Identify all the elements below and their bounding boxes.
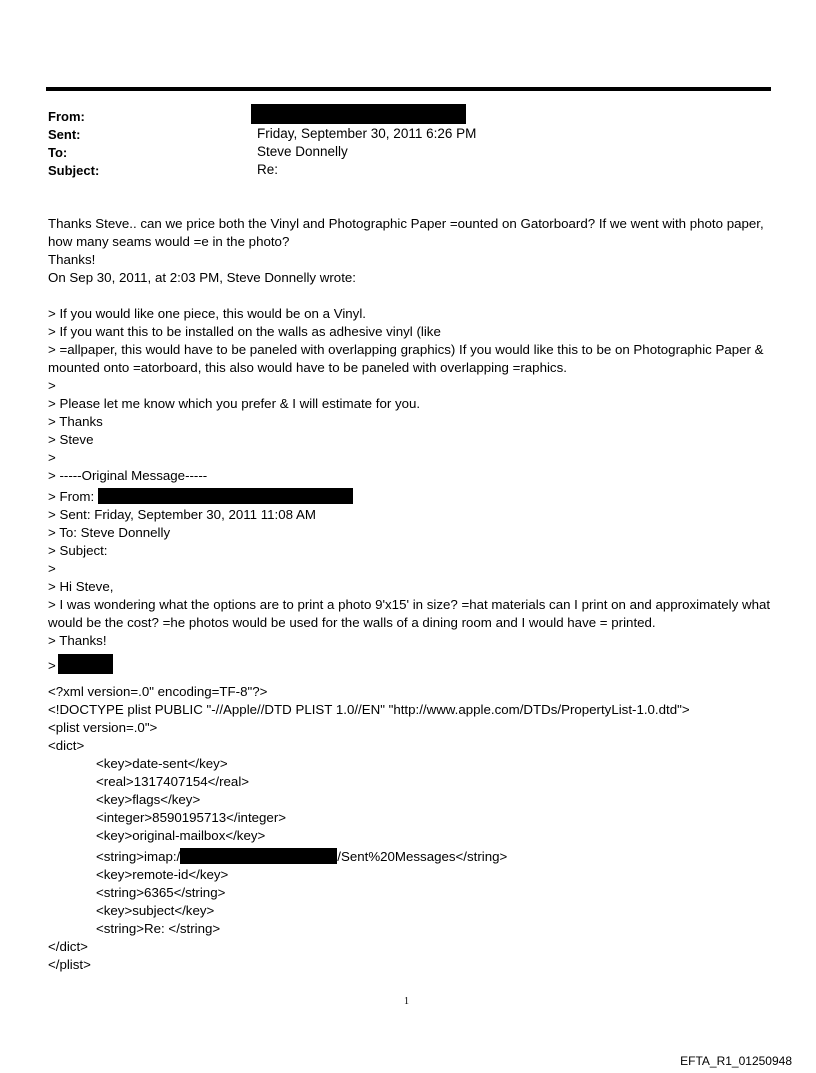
page-number: 1 bbox=[404, 996, 409, 1007]
plist-line: <!DOCTYPE plist PUBLIC "-//Apple//DTD PLIST 1.0//EN" "http://www.apple.com/DTDs/PropertyList-1.0.dtd"> bbox=[48, 702, 690, 717]
mailbox-suffix: /Sent%20Messages</string> bbox=[337, 849, 508, 864]
quoted-line: > -----Original Message----- bbox=[48, 468, 208, 483]
quoted-line: > Thanks bbox=[48, 414, 103, 429]
quoted-line: > Sent: Friday, September 30, 2011 11:08 AM bbox=[48, 507, 316, 522]
quoted-line: > =allpaper, this would have to be paneled with overlapping graphics) If you would like this to be on Photographic Paper & mounted onto =atorboard, this also would have to be paneled with overlapping =raphics. bbox=[48, 342, 768, 375]
plist-line: <key>flags</key> bbox=[96, 792, 201, 807]
quoted-line: > I was wondering what the options are to print a photo 9'x15' in size? =hat materials can I print on and approximately what would be the cost? =he photos would be used for the walls of a dining room and I would have = printed. bbox=[48, 597, 774, 630]
mailbox-prefix: <string>imap:/ bbox=[96, 849, 181, 864]
plist-line: <string>Re: </string> bbox=[96, 921, 221, 936]
quoted-line: > bbox=[48, 561, 56, 576]
quoted-from-line bbox=[48, 485, 776, 506]
document-id: EFTA_R1_01250948 bbox=[680, 1054, 792, 1068]
sent-label: Sent: bbox=[48, 127, 81, 142]
quoted-from-label: > From: bbox=[48, 489, 95, 504]
email-body bbox=[48, 215, 776, 675]
quoted-line: > If you would like one piece, this would be on a Vinyl. bbox=[48, 306, 366, 321]
quoted-marker: > bbox=[48, 658, 56, 673]
plist-line: <?xml version=.0" encoding=TF-8"?> bbox=[48, 684, 268, 699]
plist-line: <integer>8590195713</integer> bbox=[96, 810, 287, 825]
plist-line: <key>original-mailbox</key> bbox=[96, 828, 266, 843]
quoted-line: > Thanks! bbox=[48, 633, 107, 648]
plist-line: </dict> bbox=[48, 939, 88, 954]
to-label: To: bbox=[48, 145, 68, 160]
plist-metadata bbox=[48, 683, 690, 974]
plist-line: <real>1317407154</real> bbox=[96, 774, 250, 789]
quoted-line: > Steve bbox=[48, 432, 94, 447]
body-line: Thanks! bbox=[48, 252, 96, 267]
redaction-quoted-from bbox=[98, 488, 353, 504]
quoted-line: > If you want this to be installed on the walls as adhesive vinyl (like bbox=[48, 324, 441, 339]
from-label: From: bbox=[48, 109, 85, 124]
quoted-signature-line bbox=[48, 650, 776, 675]
header-rule bbox=[46, 87, 771, 91]
redaction-from bbox=[251, 104, 466, 124]
quoted-line: > bbox=[48, 378, 56, 393]
subject-value: Re: bbox=[257, 162, 279, 177]
plist-line: <key>remote-id</key> bbox=[96, 867, 229, 882]
plist-line: <plist version=.0"> bbox=[48, 720, 158, 735]
body-line: Thanks Steve.. can we price both the Vinyl and Photographic Paper =ounted on Gatorboard? If we went with photo paper, how many seams would =e in the photo? bbox=[48, 216, 768, 249]
plist-line: <key>date-sent</key> bbox=[96, 756, 228, 771]
plist-line: <dict> bbox=[48, 738, 85, 753]
quoted-line: > Please let me know which you prefer & I will estimate for you. bbox=[48, 396, 421, 411]
redaction-signature bbox=[58, 654, 113, 674]
plist-line: <key>subject</key> bbox=[96, 903, 215, 918]
to-value: Steve Donnelly bbox=[257, 144, 348, 159]
quoted-line: > To: Steve Donnelly bbox=[48, 525, 171, 540]
quoted-line: > Subject: bbox=[48, 543, 108, 558]
plist-line: </plist> bbox=[48, 957, 91, 972]
body-line: On Sep 30, 2011, at 2:03 PM, Steve Donnelly wrote: bbox=[48, 270, 356, 285]
quoted-line: > Hi Steve, bbox=[48, 579, 114, 594]
quoted-line: > bbox=[48, 450, 56, 465]
redaction-mailbox bbox=[180, 848, 337, 864]
plist-mailbox-line bbox=[48, 845, 690, 866]
plist-line: <string>6365</string> bbox=[96, 885, 226, 900]
sent-value: Friday, September 30, 2011 6:26 PM bbox=[257, 126, 477, 141]
subject-label: Subject: bbox=[48, 163, 100, 178]
